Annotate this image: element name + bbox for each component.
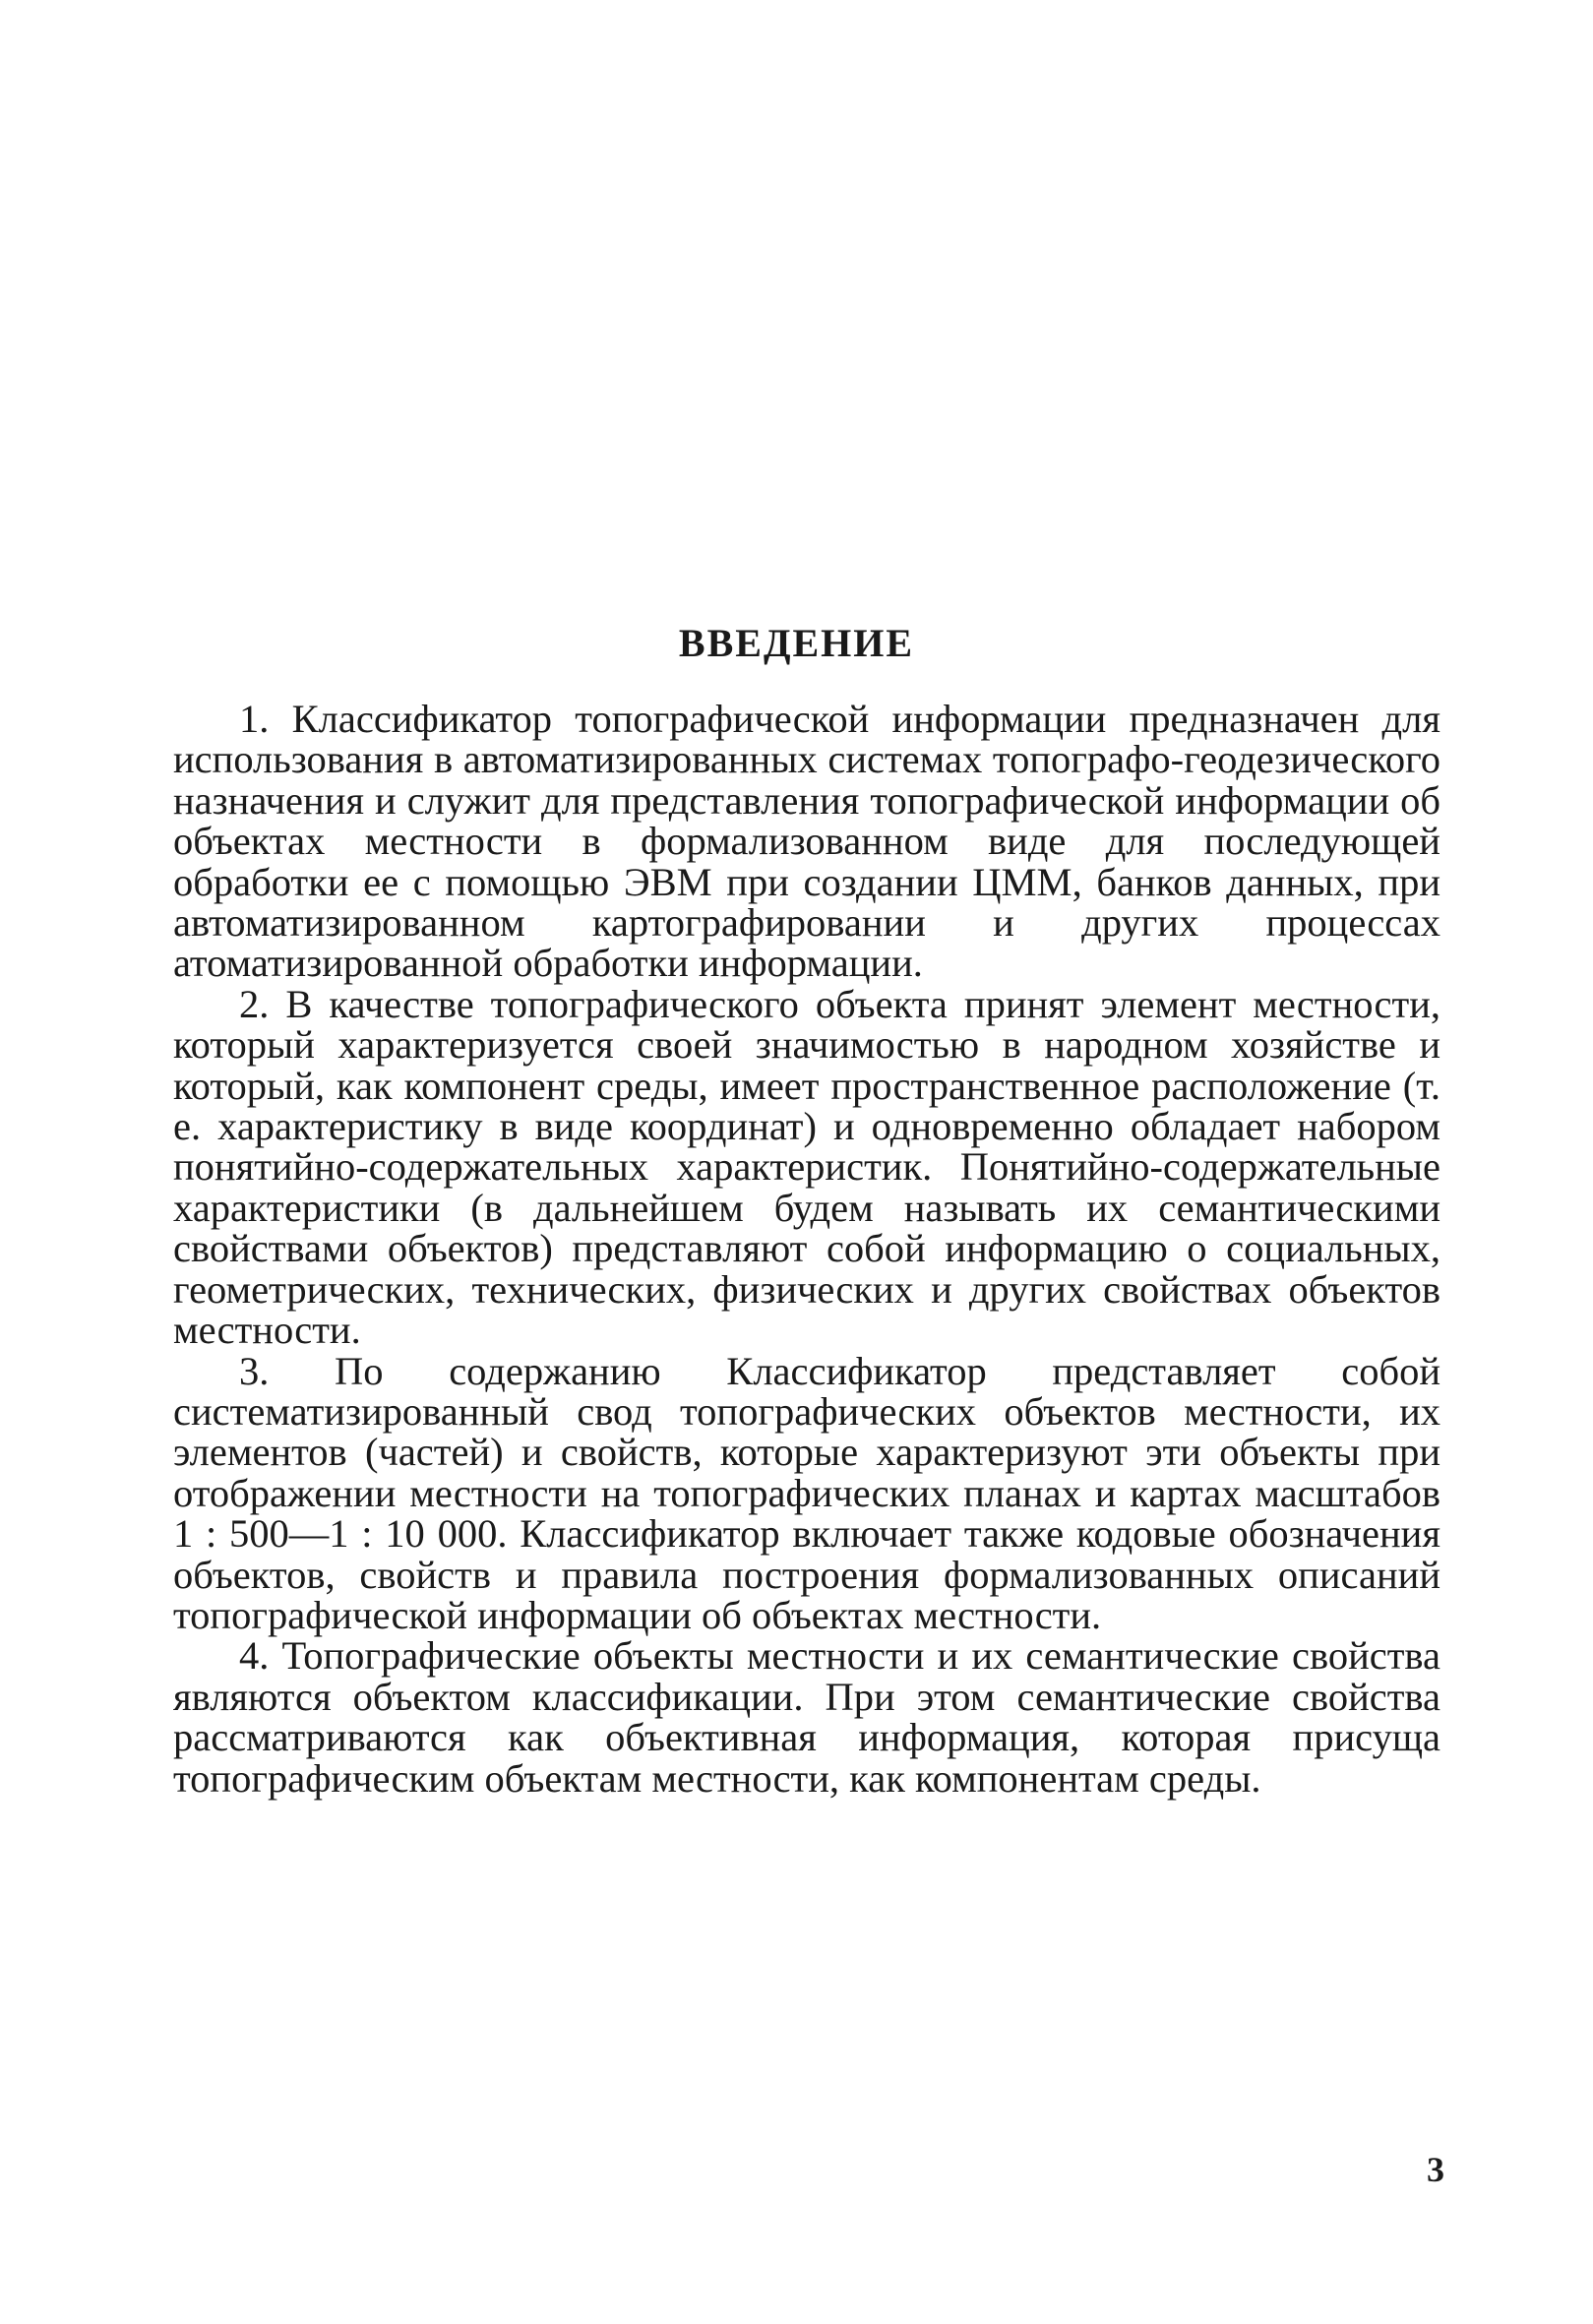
page-number: 3	[1427, 2150, 1444, 2189]
paragraph-4: 4. Топографические объекты местности и их семантические свойства являются объектом классификации. При этом семантические свойства рассматриваются как объективная информация, которая присуща топографическим объектам местности, как компонентам среды.	[173, 1633, 1440, 1801]
body-text	[173, 699, 1440, 1799]
paragraph-2: 2. В качестве топографического объекта принят элемент местности, который характеризуется своей значимостью в народном хозяйстве и который, как компонент среды, имеет пространственное расположение (т. е. характеристику в виде координат) и одновременно обладает набором понятийно-содержательных характеристик. Понятийно-содержательные характеристики (в дальнейшем будем называть их семантическими свойствами объектов) представляют собой информацию о социальных, геометрических, технических, физических и других свойствах объектов местности.	[173, 981, 1440, 1353]
paragraph-3: 3. По содержанию Классификатор представляет собой систематизированный свод топографических объектов местности, их элементов (частей) и свойств, которые характеризуют эти объекты при отображении местности на топографических планах и картах масштабов 1 : 500—1 : 10 000. Классификатор включает также кодовые обозначения объектов, свойств и правила построения формализованных описаний топографической информации об объектах местности.	[173, 1348, 1440, 1637]
paragraph-1: 1. Классификатор топографической информации предназначен для использования в автоматизированных системах топографо-геодезического назначения и служит для представления топографической информации об объектах местности в формализованном виде для последующей обработки ее с помощью ЭВМ при создании ЦММ, банков данных, при автоматизированном картографировании и других процессах атоматизированной обработки информации.	[173, 697, 1440, 986]
section-heading: ВВЕДЕНИЕ	[678, 621, 915, 665]
